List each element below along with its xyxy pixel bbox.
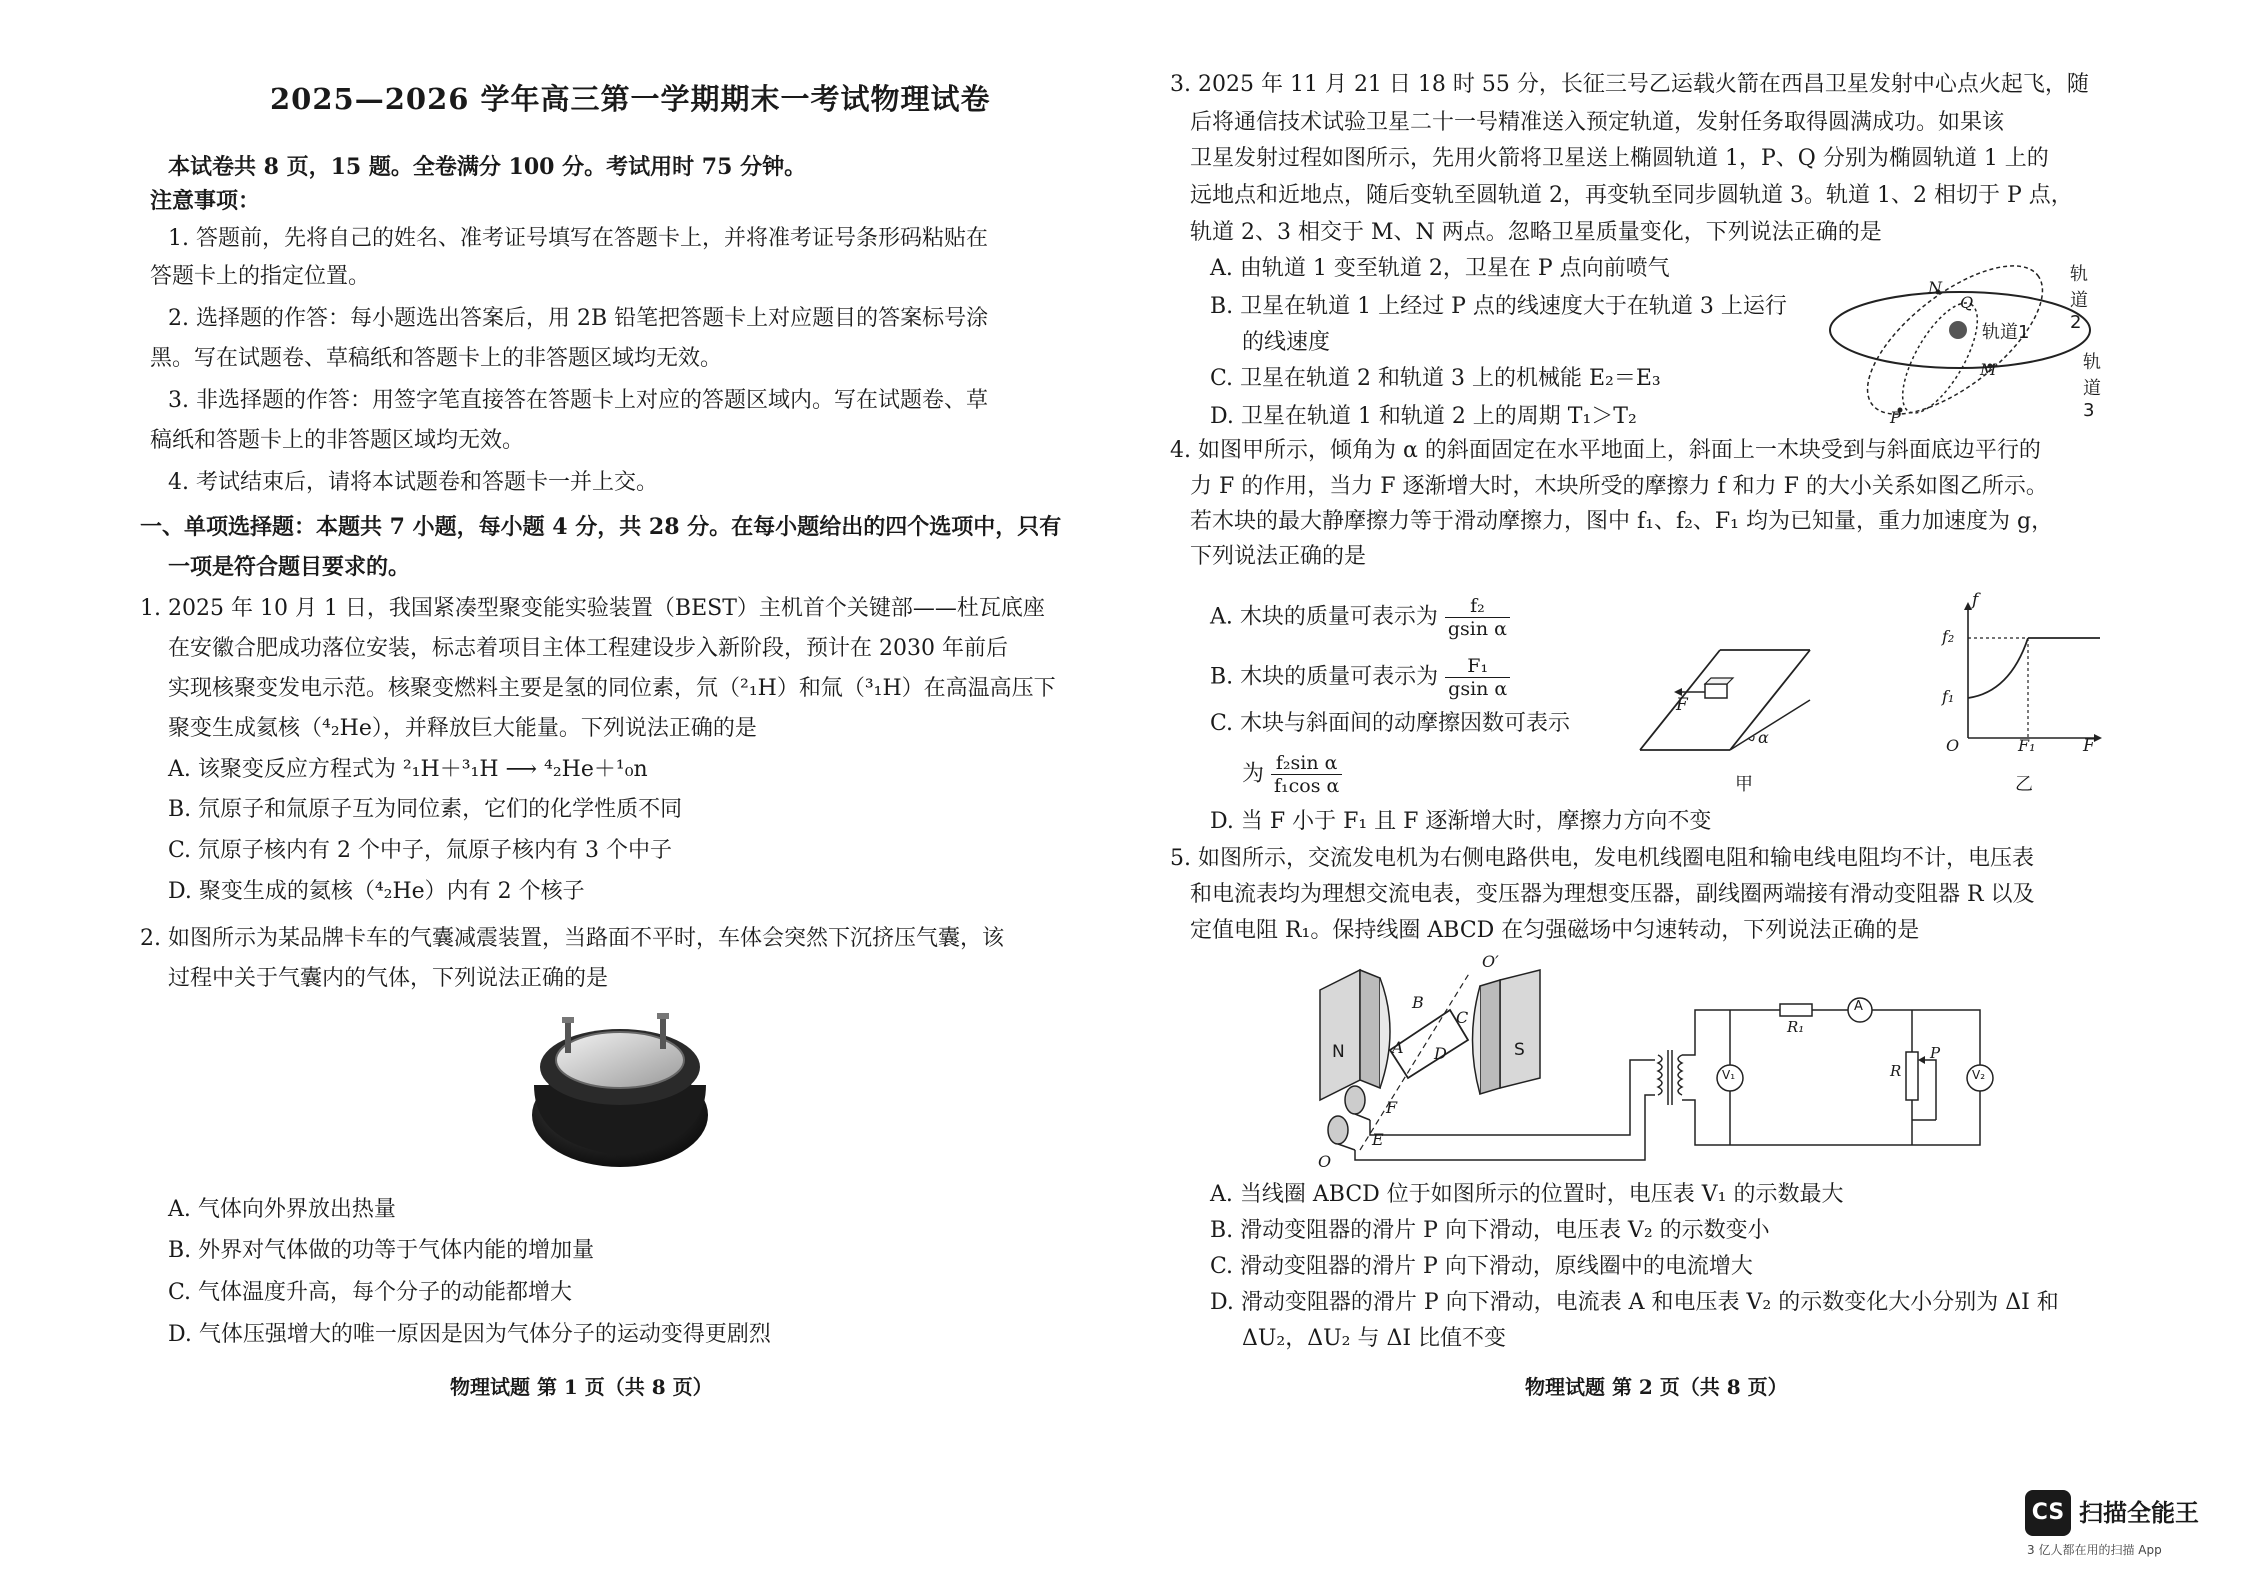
q4-option-a-fraction bbox=[1445, 595, 1510, 640]
magnet-s-label: S bbox=[1514, 1040, 1525, 1060]
rheostat-r-label: R bbox=[1890, 1062, 1902, 1080]
orbit3-label: 轨道3 bbox=[2083, 352, 2101, 421]
graph-axis-F-label: F bbox=[2083, 736, 2095, 756]
friction-graph bbox=[1950, 600, 2110, 750]
voltmeter-v1-label: V₁ bbox=[1722, 1068, 1736, 1082]
scanner-watermark bbox=[2025, 1485, 2235, 1565]
q5-option-d: D. 滑动变阻器的滑片 P 向下滑动，电流表 A 和电压表 V₂ 的示数变化大小分别为 ΔI 和 bbox=[1210, 1290, 2059, 1315]
incline-angle-label: α bbox=[1758, 728, 1769, 747]
watermark-name: 扫描全能王 bbox=[2079, 1499, 2199, 1527]
q1-option-d: D. 聚变生成的氦核（⁴₂He）内有 2 个核子 bbox=[168, 879, 585, 904]
fraction-denominator: gsin α bbox=[1447, 618, 1507, 640]
q2-option-a: A. 气体向外界放出热量 bbox=[168, 1197, 396, 1222]
resistor-r1-label: R₁ bbox=[1787, 1018, 1805, 1036]
q3-stem-line: 卫星发射过程如图所示，先用火箭将卫星送上椭圆轨道 1，P、Q 分别为椭圆轨道 1 上的 bbox=[1190, 146, 2049, 171]
notice-line: 3. 非选择题的作答：用签字笔直接答在答题卡上对应的答题区域内。写在试题卷、草 bbox=[168, 388, 988, 413]
q4-option-c: C. 木块与斜面间的动摩擦因数可表示 bbox=[1210, 711, 1571, 736]
coil-d-label: D bbox=[1434, 1044, 1447, 1063]
q4-option-c-cont bbox=[1242, 752, 1342, 797]
incline-figure bbox=[1630, 640, 1820, 760]
q5-option-c: C. 滑动变阻器的滑片 P 向下滑动，原线圈中的电流增大 bbox=[1210, 1254, 1753, 1279]
q1-stem-line: 聚变生成氦核（⁴₂He），并释放巨大能量。下列说法正确的是 bbox=[168, 716, 757, 741]
slider-p-label: P bbox=[1930, 1044, 1941, 1062]
notice-line: 稿纸和答题卡上的非答题区域均无效。 bbox=[150, 428, 525, 453]
graph-f2-label: f₂ bbox=[1942, 627, 1955, 646]
point-q-label: Q bbox=[1960, 293, 1974, 312]
q4-option-c-wei: 为 bbox=[1242, 761, 1265, 787]
notice-heading: 注意事项： bbox=[150, 188, 261, 214]
q4-option-b bbox=[1210, 655, 1510, 700]
q5-stem-line: 定值电阻 R₁。保持线圈 ABCD 在匀强磁场中匀速转动，下列说法正确的是 bbox=[1190, 918, 1920, 943]
magnet-n-label: N bbox=[1332, 1042, 1345, 1062]
point-p-label: P bbox=[1890, 408, 1901, 427]
axis-o-prime-label: O′ bbox=[1482, 952, 1499, 971]
q1-option-c: C. 氘原子核内有 2 个中子，氚原子核内有 3 个中子 bbox=[168, 838, 673, 863]
q3-stem-line: 远地点和近地点，随后变轨至圆轨道 2，再变轨至同步圆轨道 3。轨道 1、2 相切于 P 点， bbox=[1190, 183, 2073, 208]
q4-option-b-fraction bbox=[1445, 655, 1510, 700]
notice-line: 2. 选择题的作答：每小题选出答案后，用 2B 铅笔把答题卡上对应题目的答案标号涂 bbox=[168, 306, 989, 331]
q4-stem-line: 下列说法正确的是 bbox=[1190, 544, 1367, 569]
brush-f-label: F bbox=[1386, 1098, 1398, 1117]
exam-intro: 本试卷共 8 页，15 题。全卷满分 100 分。考试用时 75 分钟。 bbox=[168, 154, 807, 180]
fraction-numerator: F₁ bbox=[1445, 655, 1510, 678]
fraction-numerator: f₂sin α bbox=[1271, 752, 1342, 775]
q3-option-c: C. 卫星在轨道 2 和轨道 3 上的机械能 E₂＝E₃ bbox=[1210, 366, 1661, 391]
q2-stem-line: 过程中关于气囊内的气体，下列说法正确的是 bbox=[168, 966, 609, 991]
page-footer: 物理试题 第 1 页（共 8 页） bbox=[450, 1375, 713, 1399]
page-title: 2025—2026 学年高三第一学期期末一考试物理试卷 bbox=[270, 82, 991, 116]
q3-stem-line: 后将通信技术试验卫星二十一号精准送入预定轨道，发射任务取得圆满成功。如果该 bbox=[1190, 110, 2005, 135]
graph-f1-label: f₁ bbox=[1942, 687, 1955, 706]
q1-stem-line: 在安徽合肥成功落位安装，标志着项目主体工程建设步入新阶段，预计在 2030 年前后 bbox=[168, 636, 1008, 661]
incline-force-label: F bbox=[1676, 695, 1688, 715]
figure-jia-label: 甲 bbox=[1735, 774, 1753, 795]
page-footer: 物理试题 第 2 页（共 8 页） bbox=[1525, 1375, 1788, 1399]
q3-option-b-cont: 的线速度 bbox=[1242, 330, 1331, 355]
notice-line: 黑。写在试题卷、草稿纸和答题卡上的非答题区域均无效。 bbox=[150, 346, 723, 371]
q5-option-b: B. 滑动变阻器的滑片 P 向下滑动，电压表 V₂ 的示数变小 bbox=[1210, 1218, 1770, 1243]
q4-option-b-text: B. 木块的质量可表示为 bbox=[1210, 664, 1439, 690]
coil-b-label: B bbox=[1412, 993, 1424, 1012]
brush-e-label: E bbox=[1372, 1130, 1384, 1149]
q5-option-a: A. 当线圈 ABCD 位于如图所示的位置时，电压表 V₁ 的示数最大 bbox=[1210, 1182, 1844, 1207]
coil-a-label: A bbox=[1392, 1038, 1404, 1057]
camscanner-logo-icon: CS bbox=[2025, 1490, 2071, 1536]
q1-stem-line: 1. 2025 年 10 月 1 日，我国紧凑型聚变能实验装置（BEST）主机首个关键部——杜瓦底座 bbox=[140, 596, 1045, 621]
notice-line: 4. 考试结束后，请将本试题卷和答题卡一并上交。 bbox=[168, 470, 658, 495]
graph-axis-f-label: f bbox=[1972, 590, 1979, 610]
q1-option-b: B. 氘原子和氚原子互为同位素，它们的化学性质不同 bbox=[168, 797, 683, 822]
q4-stem-line: 4. 如图甲所示，倾角为 α 的斜面固定在水平地面上，斜面上一木块受到与斜面底边平行的 bbox=[1170, 438, 2041, 463]
graph-origin-label: O bbox=[1946, 736, 1960, 755]
q5-stem-line: 5. 如图所示，交流发电机为右侧电路供电，发电机线圈电阻和输电线电阻均不计，电压表 bbox=[1170, 846, 2034, 871]
section-heading: 一、单项选择题：本题共 7 小题，每小题 4 分，共 28 分。在每小题给出的四个选项中，只有 bbox=[140, 514, 1062, 540]
fraction-denominator: f₁cos α bbox=[1274, 775, 1340, 797]
q2-option-b: B. 外界对气体做的功等于气体内能的增加量 bbox=[168, 1238, 595, 1263]
q4-option-d: D. 当 F 小于 F₁ 且 F 逐渐增大时，摩擦力方向不变 bbox=[1210, 809, 1712, 834]
q2-option-d: D. 气体压强增大的唯一原因是因为气体分子的运动变得更剧烈 bbox=[168, 1322, 771, 1347]
orbit1-label: 轨道1 bbox=[1982, 322, 2030, 343]
notice-line: 1. 答题前，先将自己的姓名、准考证号填写在答题卡上，并将准考证号条形码粘贴在 bbox=[168, 226, 988, 251]
figure-yi-label: 乙 bbox=[2015, 774, 2033, 795]
voltmeter-v2-label: V₂ bbox=[1972, 1068, 1986, 1082]
q4-option-a-text: A. 木块的质量可表示为 bbox=[1210, 604, 1438, 630]
q3-stem-line: 3. 2025 年 11 月 21 日 18 时 55 分，长征三号乙运载火箭在西昌卫星发射中心点火起飞，随 bbox=[1170, 72, 2089, 97]
orbit2-label: 轨道2 bbox=[2070, 264, 2088, 333]
ammeter-label: A bbox=[1854, 999, 1863, 1014]
axis-o-label: O bbox=[1318, 1152, 1332, 1171]
fraction-denominator: gsin α bbox=[1448, 678, 1508, 700]
q3-option-b: B. 卫星在轨道 1 上经过 P 点的线速度大于在轨道 3 上运行 bbox=[1210, 294, 1787, 319]
q4-stem-line: 力 F 的作用，当力 F 逐渐增大时，木块所受的摩擦力 f 和力 F 的大小关系如图乙所示。 bbox=[1190, 474, 2048, 499]
q3-stem-line: 轨道 2、3 相交于 M、N 两点。忽略卫星质量变化，下列说法正确的是 bbox=[1190, 220, 1882, 245]
q1-option-a: A. 该聚变反应方程式为 ²₁H＋³₁H ⟶ ⁴₂He＋¹₀n bbox=[168, 757, 648, 782]
notice-line: 答题卡上的指定位置。 bbox=[150, 264, 371, 289]
coil-c-label: C bbox=[1456, 1008, 1469, 1027]
q3-option-d: D. 卫星在轨道 1 和轨道 2 上的周期 T₁＞T₂ bbox=[1210, 404, 1637, 429]
watermark-tagline: 3 亿人都在用的扫描 App bbox=[2027, 1543, 2162, 1557]
q4-stem-line: 若木块的最大静摩擦力等于滑动摩擦力，图中 f₁、f₂、F₁ 均为已知量，重力加速度为 g， bbox=[1190, 509, 2054, 534]
q2-stem-line: 2. 如图所示为某品牌卡车的气囊减震装置，当路面不平时，车体会突然下沉挤压气囊，该 bbox=[140, 926, 1004, 951]
point-n-label: N bbox=[1928, 278, 1942, 297]
q4-option-a bbox=[1210, 595, 1510, 640]
q2-option-c: C. 气体温度升高，每个分子的动能都增大 bbox=[168, 1280, 573, 1305]
q5-stem-line: 和电流表均为理想交流电表，变压器为理想变压器，副线圈两端接有滑动变阻器 R 以及 bbox=[1190, 882, 2035, 907]
air-spring-figure bbox=[520, 1005, 720, 1175]
graph-F1-label: F₁ bbox=[2018, 736, 2036, 755]
fraction-numerator: f₂ bbox=[1445, 595, 1510, 618]
q5-option-d-cont: ΔU₂，ΔU₂ 与 ΔI 比值不变 bbox=[1242, 1326, 1507, 1351]
q1-stem-line: 实现核聚变发电示范。核聚变燃料主要是氢的同位素，氘（²₁H）和氚（³₁H）在高温高压下 bbox=[168, 676, 1056, 701]
q4-option-c-fraction bbox=[1271, 752, 1342, 797]
q3-option-a: A. 由轨道 1 变至轨道 2，卫星在 P 点向前喷气 bbox=[1210, 256, 1670, 281]
orbit-figure bbox=[1820, 250, 2110, 430]
section-heading-cont: 一项是符合题目要求的。 bbox=[168, 554, 411, 580]
point-m-label: M bbox=[1980, 360, 1997, 379]
